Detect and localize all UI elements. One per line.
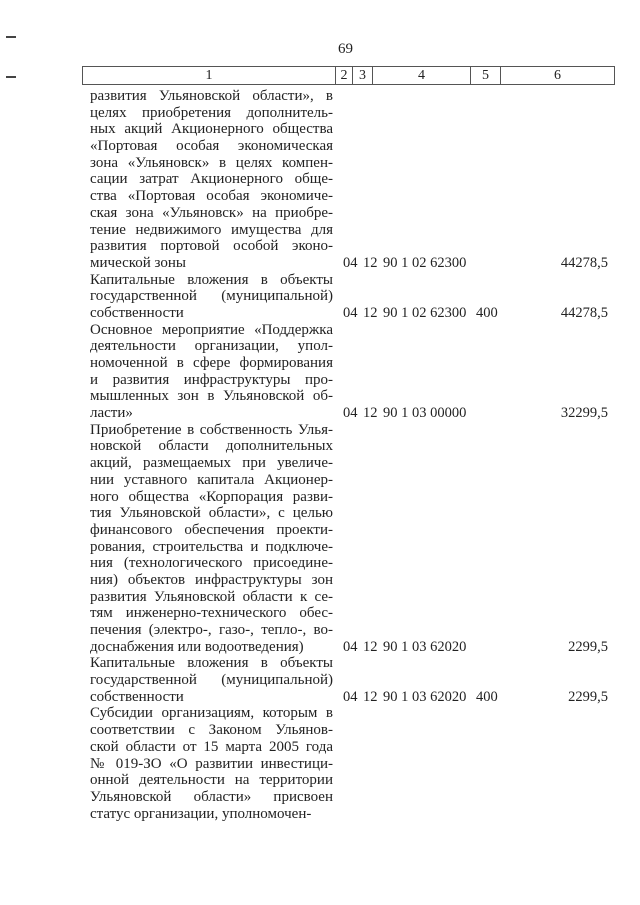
header-col-6: 6 <box>554 68 561 83</box>
description-line: рования, строительства и подключе- <box>90 538 333 555</box>
description-line: «Портовая особая экономическая <box>90 138 333 155</box>
table-header <box>82 66 615 85</box>
target-article-code <box>383 806 476 823</box>
subsection-code: 12 <box>363 304 378 321</box>
target-article-code: 90 1 03 62020 <box>383 638 467 655</box>
description-line: развития Ульяновской области», в <box>90 88 333 104</box>
scan-mark <box>6 76 16 78</box>
target-article-code: 90 1 02 62300 <box>383 254 467 271</box>
description-line: № 019-ЗО «О развитии инвестици- <box>90 755 333 772</box>
description-line: финансового обеспечения проекти- <box>90 521 333 538</box>
amount: 44278,5 <box>560 254 608 271</box>
description-line: Основное мероприятие «Поддержка <box>90 321 333 338</box>
description-line: доснабжения или водоотведения) <box>90 638 304 655</box>
amount: 32299,5 <box>560 405 608 422</box>
expense-type-code: 400 <box>476 688 498 705</box>
expense-type-code: 400 <box>476 304 498 321</box>
amount: 2299,5 <box>568 638 608 655</box>
description-line: акций, размещаемых при увеличе- <box>90 455 333 472</box>
header-col-3: 3 <box>353 67 373 84</box>
description-line: онной деятельности на территории <box>90 772 333 789</box>
row-codes <box>333 639 615 656</box>
table-row <box>90 705 615 822</box>
description-line: Ульяновской области» присвоен <box>90 788 333 805</box>
subsection-code: 12 <box>363 638 378 655</box>
description-line: собственности <box>90 304 184 321</box>
row-description <box>90 322 333 422</box>
header-col-4: 4 <box>373 67 471 84</box>
row-codes <box>333 405 615 422</box>
row-codes <box>333 255 615 272</box>
description-line: ской области от 15 марта 2005 года <box>90 738 333 755</box>
description-line: целях приобретения дополнитель- <box>90 104 333 121</box>
amount: 2299,5 <box>568 688 608 705</box>
subsection-code <box>363 806 383 823</box>
scan-mark <box>6 36 16 38</box>
description-line: зона «Ульяновск» в целях компен- <box>90 154 333 171</box>
subsection-code: 12 <box>363 254 378 271</box>
description-line: ства «Портовая особая экономиче- <box>90 188 333 205</box>
page-number: 69 <box>338 41 353 57</box>
row-codes <box>333 806 615 823</box>
table-row <box>90 322 615 422</box>
description-line: ласти» <box>90 405 133 422</box>
section-code: 04 <box>343 304 358 321</box>
subsection-code: 12 <box>363 688 378 705</box>
description-line: тение недвижимого имущества для <box>90 221 333 238</box>
description-line: Капитальные вложения в объекты <box>90 655 333 672</box>
table-row <box>90 272 615 322</box>
description-line: мышленных зон в Ульяновской об- <box>90 388 333 405</box>
table-row <box>90 422 615 656</box>
description-line: развития Ульяновской области к се- <box>90 588 333 605</box>
description-line: печения (электро-, газо-, тепло-, во- <box>90 622 333 638</box>
description-line: номоченной в сфере формирования <box>90 355 333 371</box>
description-line: ния (технологического присоедине- <box>90 555 333 572</box>
description-line: развития портовой особой эконо- <box>90 238 333 255</box>
header-col-2: 2 <box>336 67 353 84</box>
section-code: 04 <box>343 254 358 271</box>
description-line: Субсидии организациям, которым в <box>90 705 333 722</box>
description-line: и развития инфраструктуры про- <box>90 371 333 388</box>
table-body <box>90 88 615 822</box>
description-line: ных акций Акционерного общества <box>90 121 333 138</box>
expense-type-code <box>476 806 506 823</box>
description-line: соответствии с Законом Ульянов- <box>90 722 333 739</box>
description-line: Капитальные вложения в объекты <box>90 271 333 288</box>
description-line: новской области дополнительных <box>90 438 333 455</box>
target-article-code: 90 1 03 62020 <box>383 688 467 705</box>
row-description <box>90 705 333 822</box>
row-description <box>90 272 333 322</box>
subsection-code: 12 <box>363 405 378 422</box>
table-row <box>90 655 615 705</box>
row-description <box>90 88 333 272</box>
row-description <box>90 422 333 656</box>
expense-type-code <box>476 639 506 656</box>
description-line: собственности <box>90 688 184 705</box>
description-line: государственной (муниципальной) <box>90 672 333 689</box>
amount <box>506 806 615 823</box>
section-code: 04 <box>343 688 358 705</box>
description-line: сации затрат Акционерного обще- <box>90 171 333 188</box>
description-line: государственной (муниципальной) <box>90 288 333 305</box>
row-codes <box>333 305 615 322</box>
description-line: нии уставного капитала Акционер- <box>90 471 333 488</box>
amount: 44278,5 <box>560 304 608 321</box>
section-code: 04 <box>343 638 358 655</box>
expense-type-code <box>476 255 506 272</box>
target-article-code: 90 1 02 62300 <box>383 304 467 321</box>
description-line: ния) объектов инфраструктуры зон <box>90 571 333 588</box>
description-line: мической зоны <box>90 254 186 271</box>
description-line: ного общества «Корпорация разви- <box>90 488 333 505</box>
description-line: тия Ульяновской области», с целью <box>90 505 333 522</box>
description-line: статус организации, уполномочен- <box>90 805 312 822</box>
row-codes <box>333 689 615 706</box>
header-col-1: 1 <box>83 67 336 84</box>
row-description <box>90 655 333 705</box>
description-line: ская зона «Ульяновск» на приобре- <box>90 204 333 221</box>
target-article-code: 90 1 03 00000 <box>383 405 467 422</box>
header-col-5: 5 <box>471 67 501 84</box>
section-code <box>343 806 363 823</box>
expense-type-code <box>476 405 506 422</box>
description-line: тям инженерно-технического обес- <box>90 605 333 622</box>
section-code: 04 <box>343 405 358 422</box>
table-row <box>90 88 615 272</box>
description-line: Приобретение в собственность Улья- <box>90 421 333 438</box>
description-line: деятельности организации, упол- <box>90 338 333 355</box>
